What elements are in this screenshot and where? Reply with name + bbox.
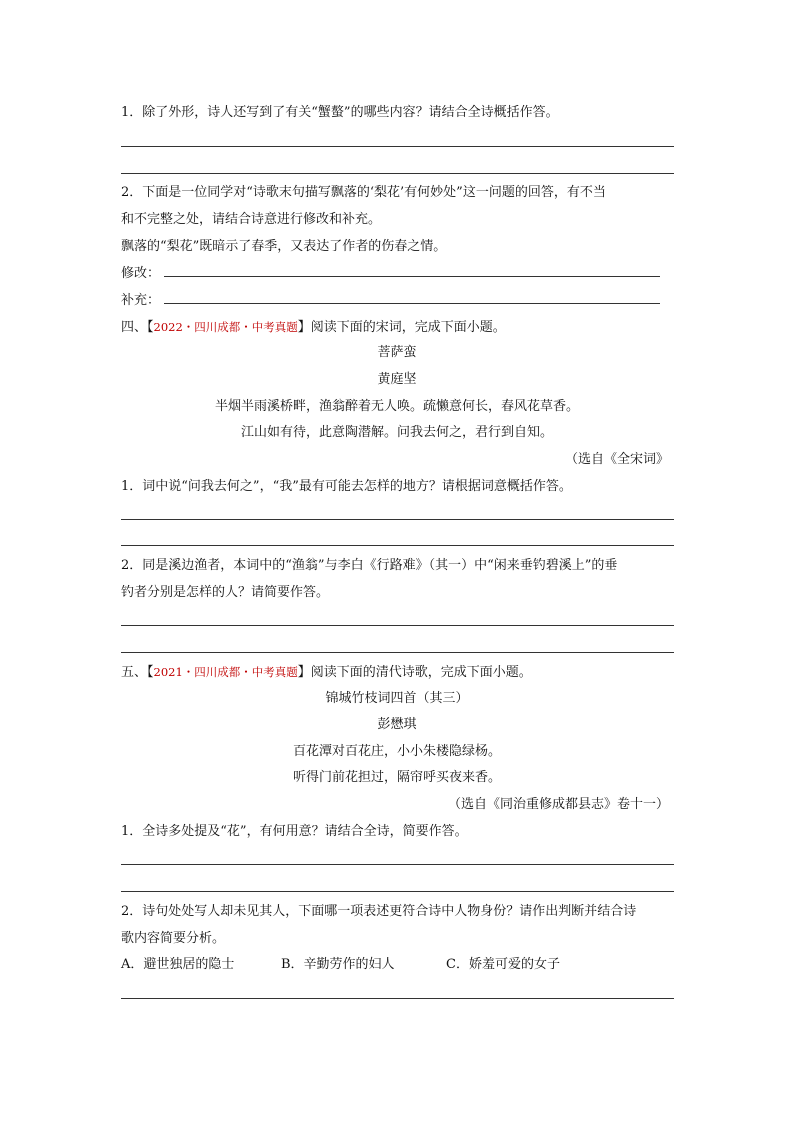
section-5-heading (121, 663, 532, 682)
answer-options (121, 956, 560, 974)
poem-line: 百花潭对百花庄，小小朱楼隐绿杨。 (292, 744, 501, 759)
answer-line (121, 864, 674, 865)
supplement-label: 补充： (121, 293, 161, 308)
poem-author: 黄庭坚 (377, 372, 417, 387)
answer-line (121, 891, 674, 892)
section-4-instruction: 】阅读下面的宋词，完成下面小题。 (297, 320, 506, 335)
answer-line (121, 146, 674, 147)
student-answer: 飘落的“梨花”既暗示了春季，又表达了作者的伤春之情。 (121, 239, 447, 254)
question-5-1: 1．全诗多处提及“花”，有何用意？请结合全诗，简要作答。 (121, 824, 468, 839)
question-3-2-line1: 2．下面是一位同学对“诗歌末句描写飘落的‘梨花’有何妙处”这一问题的回答，有不当 (121, 185, 606, 200)
question-5-2-line1: 2．诗句处处写人却未见其人，下面哪一项表述更符合诗中人物身份？请作出判断并结合诗 (121, 904, 637, 919)
poem-title: 菩萨蛮 (377, 345, 417, 360)
option-b[interactable]: B．辛勤劳作的妇人 (281, 957, 395, 972)
revise-label: 修改： (121, 266, 161, 281)
answer-line (121, 519, 674, 520)
question-4-2-line1: 2．同是溪边渔者，本词中的“渔翁”与李白《行路难》（其一）中“闲来垂钓碧溪上”的垂 (121, 558, 618, 573)
question-3-1: 1．除了外形，诗人还写到了有关“蟹螯”的哪些内容？请结合全诗概括作答。 (121, 105, 559, 120)
section-5-instruction: 】阅读下面的清代诗歌，完成下面小题。 (297, 665, 532, 680)
answer-line (121, 625, 674, 626)
question-5-2-line2: 歌内容简要分析。 (121, 931, 226, 946)
poem-line: 听得门前花担过，隔帘呼买夜来香。 (292, 770, 501, 785)
section-5-prefix: 五、【 (121, 665, 154, 680)
section-4-heading (121, 318, 506, 337)
section-4-prefix: 四、【 (121, 320, 154, 335)
poem-source: （选自《全宋词》 (564, 452, 669, 467)
answer-line (121, 173, 674, 174)
answer-line (121, 545, 674, 546)
question-4-2-line2: 钓者分别是怎样的人？请简要作答。 (121, 585, 330, 600)
exam-source-tag: 2021・四川成都・中考真题 (153, 665, 298, 679)
option-c[interactable]: C．娇羞可爱的女子 (446, 957, 560, 972)
supplement-blank[interactable] (164, 291, 660, 304)
exam-source-tag: 2022・四川成都・中考真题 (153, 320, 298, 334)
revise-blank[interactable] (164, 264, 660, 277)
option-a[interactable]: A．避世独居的隐士 (121, 957, 235, 972)
revise-field[interactable] (121, 264, 660, 283)
poem-line: 半烟半雨溪桥畔，渔翁醉着无人唤。疏懒意何长，春风花草香。 (214, 399, 579, 414)
answer-line (121, 998, 674, 999)
poem-source: （选自《同治重修成都县志》卷十一） (447, 797, 669, 812)
answer-line (121, 652, 674, 653)
supplement-field[interactable] (121, 291, 660, 310)
question-4-1: 1．词中说“问我去何之”，“我”最有可能去怎样的地方？请根据词意概括作答。 (121, 479, 572, 494)
question-3-2-line2: 和不完整之处，请结合诗意进行修改和补充。 (121, 212, 382, 227)
poem-title: 锦城竹枝词四首（其三） (325, 691, 469, 706)
poem-author: 彭懋琪 (377, 717, 417, 732)
poem-line: 江山如有待，此意陶潜解。问我去何之，君行到自知。 (240, 425, 553, 440)
